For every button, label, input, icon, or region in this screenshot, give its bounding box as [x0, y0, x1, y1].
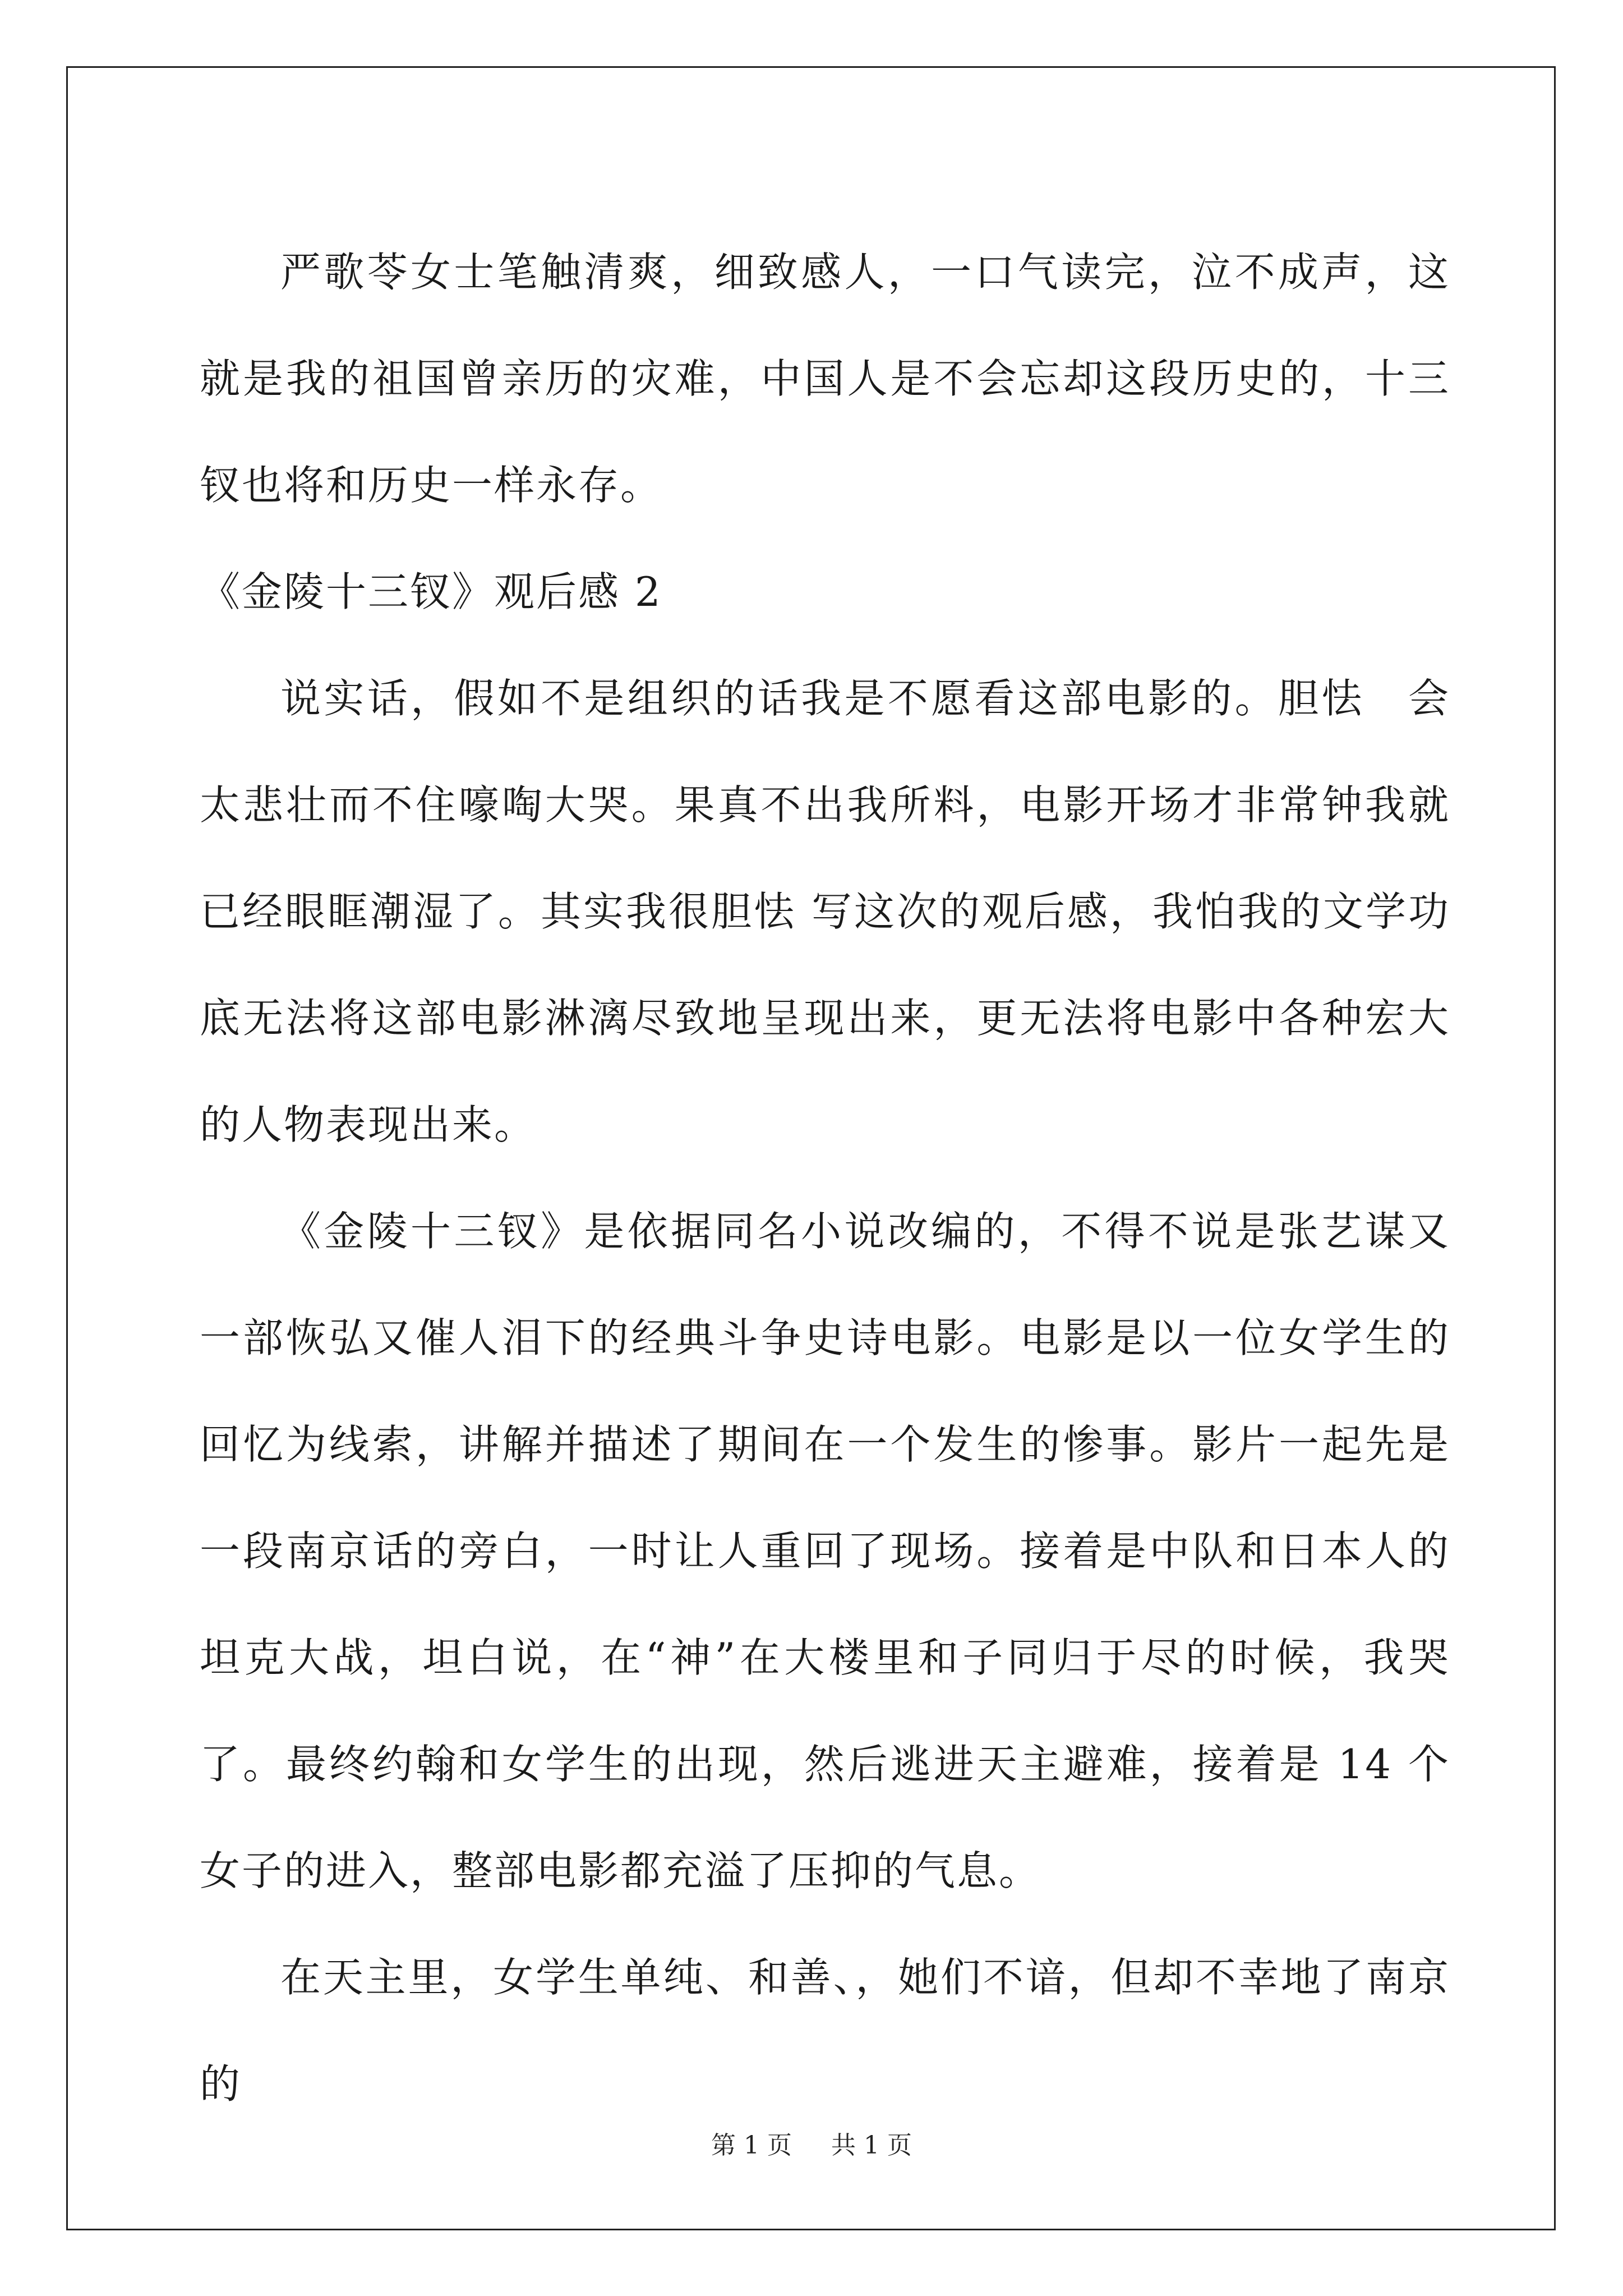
- paragraph-4: 在天主里，女学生单纯、和善、，她们不谙，但却不幸地了南京的: [200, 1954, 1450, 2108]
- page-footer: [0, 2129, 1623, 2162]
- page-total: 共 1 页: [831, 2131, 912, 2160]
- paragraph-3: 《金陵十三钗》是依据同名小说改编的，不得不说是张艺谋又一部恢弘又催人泪下的经典斗争史诗电影。电影是以一位女学生的回忆为线索，讲解并描述了期间在一个发生的惨事。影片一起先是一段南京话的旁白，一时让人重回了现场。接着是中队和日本人的坦克大战，坦白说，在“神”在大楼里和子同归于尽的时候，我哭了。最终约翰和女学生的出现，然后逃进天主避难，接着是 14 个女子的进入，整部电影都充溢了压抑的气息。: [200, 1208, 1450, 1894]
- paragraph-2: 说实话，假如不是组织的话我是不愿看这部电影的。胆怯 会太悲壮而不住嚎啕大哭。果真不出我所料，电影开场才非常钟我就已经眼眶潮湿了。其实我很胆怯 写这次的观后感，我怕我的文学功底无法将这部电影淋漓尽致地呈现出来，更无法将电影中各种宏大的人物表现出来。: [200, 675, 1450, 1148]
- section-heading: 《金陵十三钗》观后感 2: [200, 568, 662, 615]
- paragraph-1: 严歌苓女士笔触清爽，细致感人，一口气读完，泣不成声，这就是我的祖国曾亲历的灾难，中国人是不会忘却这段历史的，十三钗也将和历史一样永存。: [200, 249, 1450, 509]
- page-number: 第 1 页: [711, 2131, 792, 2160]
- document-body: [200, 219, 1450, 2137]
